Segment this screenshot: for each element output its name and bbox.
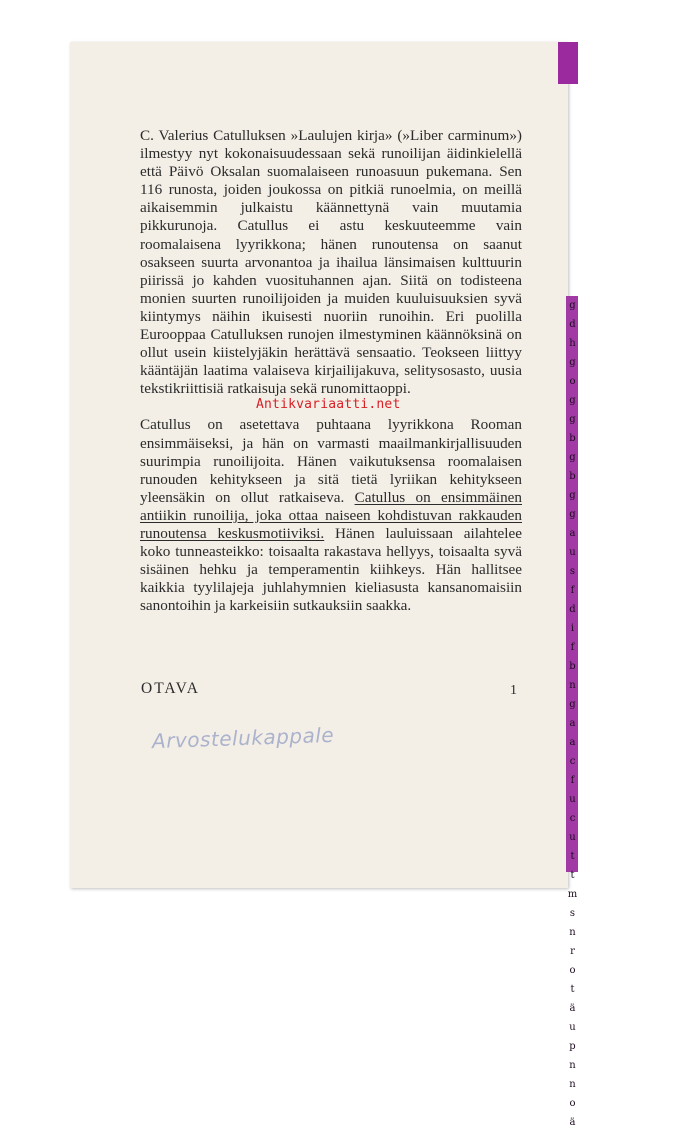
review-copy-stamp: Arvostelukappale — [151, 722, 335, 754]
blurb-paragraph-2-start: Catullus on asetettava puhtaana lyyrikkona Rooman ensimmäiseksi, ja hän on varmasti maailmankirjallisuuden suurimpia runoilijoita. Hänen vaikutuksensa roomalaisen runouden kehitykseen ja sitä tietä lyriikan kehitykseen yleensäkin on ollut ratkaiseva. — [140, 416, 522, 506]
underlined-sentence: Catullus on ensimmäinen antiikin runoilija, joka ottaa naiseen kohdistuvan rakkauden runoutensa keskusmotiiviksi. — [140, 488, 522, 542]
blurb-paragraph-1: C. Valerius Catulluksen »Laulujen kirja» (»Liber carminum») ilmestyy nyt kokonaisuudessaan sekä runoilijan äidinkielellä että Päivö Oksalan suomalaiseen runoasuun pukemana. Sen 116 runosta, joiden joukossa on pitkiä runoelmia, on meillä aikaisemmin julkaistu käännettynä vain muutamia pikkurunoja. Catullus ei astu keskuuteemme vain roomalaisena lyyrikkona; hänen runoutensa on saanut osakseen suurta arvonantoa ja ihailua länsimaisen kulttuurin piirissä jo kahden vuosituhannen ajan. Siitä on todisteena monien suurten runoilijoiden ja muiden kuuluisuuksien syvä kiintymys näihin ikuisesti nuoriin runoihin. Eri puolilla Eurooppaa Catulluksen runojen ilmestyminen käännöksinä on ollut usein kiistelyjäkin herättävä sensaatio. Teokseen liittyy kääntäjän laatima valaiseva kirjailijakuva, selitysosasto, uusia tekstikriittisiä ratkaisuja sekä runomittaoppi. — [140, 127, 522, 398]
blurb-paragraph-2-end: Hänen lauluissaan ailahtelee koko tunneasteikko: toisaalta rakastava hellyys, toisaalta syvä sisäinen hehku ja temperamentin kiihkeys. Hän hallitsee kaikkia tyylilajeja juhlahymnien kieliasusta kansanomaisiin sanontoihin ja karkeisiin sutkauksiin saakka. — [140, 524, 522, 615]
blurb-text — [140, 127, 522, 615]
watermark-text: Antikvariaatti.net — [256, 397, 401, 412]
spine-decoration: g d h g o g g b g b g g a u s f d i f b n g a a c f u c u t t m s n r o t ä u p n n o ä — [567, 300, 577, 1128]
publisher-name: OTAVA — [141, 680, 201, 697]
page-number: 1 — [510, 683, 517, 698]
spine-strip — [566, 296, 578, 1128]
spine-top-band — [558, 42, 578, 84]
blurb-paragraph-2 — [140, 416, 522, 615]
